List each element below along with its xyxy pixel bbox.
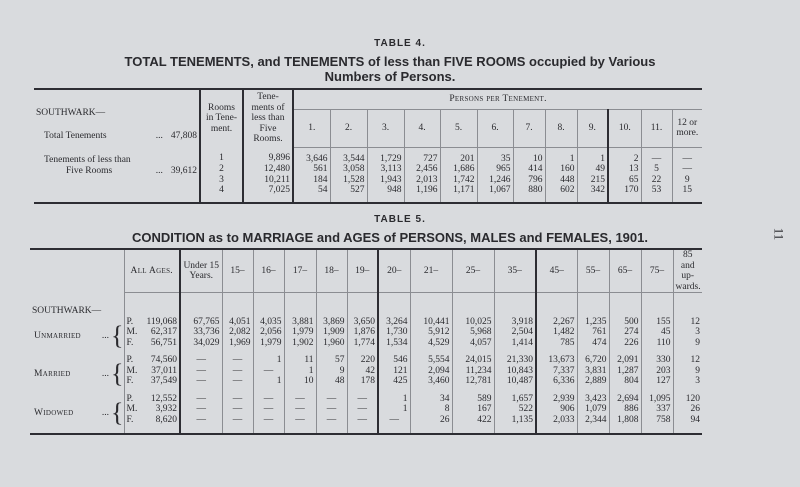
value-cell: 45 xyxy=(641,327,673,338)
table-row xyxy=(30,394,702,405)
table-row xyxy=(30,366,702,377)
table5 xyxy=(30,248,702,435)
value-cell: 3 xyxy=(673,376,702,394)
value-cell: 12,781 xyxy=(452,376,494,394)
value-cell: — xyxy=(347,404,378,415)
rooms-cell: 3 xyxy=(200,175,243,186)
value-cell: 9 xyxy=(316,366,347,377)
value-cell: 1,534 xyxy=(378,338,410,356)
value-cell: 602 xyxy=(545,185,577,203)
value-cell: 1,135 xyxy=(494,415,536,435)
value-cell: 1 xyxy=(253,376,284,394)
value-cell: 2,091 xyxy=(609,355,641,366)
col-persons-header: 3. xyxy=(367,109,404,147)
value-cell: 9 xyxy=(672,175,702,186)
sex-label: M. xyxy=(126,404,138,414)
value-cell: 2,694 xyxy=(609,394,641,405)
value-cell: 342 xyxy=(577,185,608,203)
tenements-cell: 12,480 xyxy=(243,164,293,175)
value-cell: 10,487 xyxy=(494,376,536,394)
group-label: Married xyxy=(34,369,71,379)
value-cell: 34,029 xyxy=(180,338,222,356)
all-ages-value: 37,549 xyxy=(150,376,177,386)
value-cell: 226 xyxy=(609,338,641,356)
col-persons-header: 8. xyxy=(545,109,577,147)
table5-title: CONDITION as to MARRIAGE and AGES of PERSONS, MALES and FEMALES, 1901. xyxy=(132,230,648,245)
value-cell: 589 xyxy=(452,394,494,405)
value-cell: 13 xyxy=(608,164,641,175)
value-cell: 10,843 xyxy=(494,366,536,377)
value-cell: 1,969 xyxy=(222,338,253,356)
value-cell: 2,889 xyxy=(577,376,609,394)
value-cell: — xyxy=(378,415,410,435)
sex-label: P. xyxy=(126,393,134,404)
value-cell: 2,056 xyxy=(253,327,284,338)
value-cell: 110 xyxy=(641,338,673,356)
sex-label: M. xyxy=(126,327,138,337)
col-age-header: 65– xyxy=(609,249,641,293)
sex-label: P. xyxy=(126,316,134,327)
value-cell: 1,686 xyxy=(440,164,477,175)
value-cell: 527 xyxy=(330,185,367,203)
col-age-header: 55– xyxy=(577,249,609,293)
value-cell: — xyxy=(222,376,253,394)
tenements-cell: 7,025 xyxy=(243,185,293,203)
value-cell: 1,774 xyxy=(347,338,378,356)
value-cell: 274 xyxy=(609,327,641,338)
value-cell: 1,067 xyxy=(477,185,513,203)
value-cell: 65 xyxy=(608,175,641,186)
value-cell: — xyxy=(180,415,222,435)
value-cell: — xyxy=(316,404,347,415)
value-cell: — xyxy=(180,394,222,405)
value-cell: 2,013 xyxy=(404,175,440,186)
value-cell: 1,657 xyxy=(494,394,536,405)
value-cell: 5 xyxy=(641,164,672,175)
all-ages-value: 12,552 xyxy=(150,393,177,404)
value-cell: 1,287 xyxy=(609,366,641,377)
value-cell: 727 xyxy=(404,147,440,164)
col-persons-header: 9. xyxy=(577,109,608,147)
value-cell: 804 xyxy=(609,376,641,394)
table4-label: TABLE 4. xyxy=(374,38,426,49)
col-age-header: 19– xyxy=(347,249,378,293)
value-cell: 5,912 xyxy=(410,327,452,338)
table-row xyxy=(30,415,702,435)
value-cell: 2,344 xyxy=(577,415,609,435)
value-cell: 215 xyxy=(577,175,608,186)
value-cell: 7,337 xyxy=(536,366,577,377)
value-cell: 24,015 xyxy=(452,355,494,366)
all-ages-cell xyxy=(124,366,180,377)
table4 xyxy=(34,88,702,204)
value-cell: 203 xyxy=(641,366,673,377)
value-cell: 474 xyxy=(577,338,609,356)
value-cell: 11 xyxy=(284,355,316,366)
all-ages-value: 74,560 xyxy=(150,355,177,365)
value-cell: 3,113 xyxy=(367,164,404,175)
value-cell: — xyxy=(180,404,222,415)
value-cell: 42 xyxy=(347,366,378,377)
value-cell: 796 xyxy=(513,175,545,186)
value-cell: 1,902 xyxy=(284,338,316,356)
value-cell: 3 xyxy=(673,327,702,338)
value-cell: 2,456 xyxy=(404,164,440,175)
value-cell: 1,246 xyxy=(477,175,513,186)
value-cell: 22 xyxy=(641,175,672,186)
value-cell: 10 xyxy=(513,147,545,164)
value-cell: — xyxy=(253,404,284,415)
value-cell: — xyxy=(222,366,253,377)
value-cell: 10,441 xyxy=(410,317,452,328)
value-cell: 26 xyxy=(410,415,452,435)
all-ages-cell xyxy=(124,355,180,366)
col-age-header: 16– xyxy=(253,249,284,293)
group-label: Widowed xyxy=(34,408,74,418)
value-cell: 11,234 xyxy=(452,366,494,377)
value-cell: 948 xyxy=(367,185,404,203)
value-cell: — xyxy=(641,147,672,164)
value-cell: 4,035 xyxy=(253,317,284,328)
col-persons-header: 12 or more. xyxy=(672,109,702,147)
all-ages-cell xyxy=(124,317,180,328)
value-cell: 2,504 xyxy=(494,327,536,338)
value-cell: 1,808 xyxy=(609,415,641,435)
value-cell: 906 xyxy=(536,404,577,415)
value-cell: — xyxy=(316,415,347,435)
value-cell: — xyxy=(222,415,253,435)
value-cell: — xyxy=(316,394,347,405)
col-persons-header: 1. xyxy=(293,109,330,147)
value-cell: — xyxy=(347,415,378,435)
value-cell: 1,943 xyxy=(367,175,404,186)
table4-title-line2: Numbers of Persons. xyxy=(324,69,456,84)
value-cell: — xyxy=(284,394,316,405)
value-cell: 414 xyxy=(513,164,545,175)
value-cell: 8 xyxy=(410,404,452,415)
value-cell: 178 xyxy=(347,376,378,394)
less-value: 39,612 xyxy=(170,165,197,176)
value-cell: 1,079 xyxy=(577,404,609,415)
value-cell: 1,960 xyxy=(316,338,347,356)
group-label: Unmarried xyxy=(34,330,81,341)
value-cell: — xyxy=(253,394,284,405)
value-cell: 220 xyxy=(347,355,378,366)
value-cell: — xyxy=(672,147,702,164)
value-cell: 167 xyxy=(452,404,494,415)
value-cell: — xyxy=(284,404,316,415)
value-cell: 26 xyxy=(673,404,702,415)
table-row xyxy=(30,376,702,394)
value-cell: 1,729 xyxy=(367,147,404,164)
value-cell: — xyxy=(180,355,222,366)
value-cell: 1,742 xyxy=(440,175,477,186)
value-cell: 3,881 xyxy=(284,317,316,328)
tenements-cell: 10,211 xyxy=(243,175,293,186)
rooms-cell: 2 xyxy=(200,164,243,175)
col-persons-header: 7. xyxy=(513,109,545,147)
value-cell: 35 xyxy=(477,147,513,164)
col-tenements-header: Tene- ments of less than Five Rooms. xyxy=(243,89,293,147)
value-cell: 3,264 xyxy=(378,317,410,328)
table-row xyxy=(34,147,702,164)
value-cell: 184 xyxy=(293,175,330,186)
dots: ... xyxy=(101,408,110,418)
value-cell: 425 xyxy=(378,376,410,394)
table4-title xyxy=(10,54,770,84)
value-cell: 2 xyxy=(608,147,641,164)
col-age-header: 45– xyxy=(536,249,577,293)
value-cell: 422 xyxy=(452,415,494,435)
value-cell: 2,033 xyxy=(536,415,577,435)
col-age-header: 15– xyxy=(222,249,253,293)
value-cell: — xyxy=(180,366,222,377)
value-cell: 448 xyxy=(545,175,577,186)
sex-label: F. xyxy=(126,414,134,425)
value-cell: 12 xyxy=(673,355,702,366)
value-cell: 160 xyxy=(545,164,577,175)
value-cell: 9 xyxy=(673,338,702,356)
page-number: 11 xyxy=(771,227,787,241)
value-cell: 1 xyxy=(378,404,410,415)
group-label-cell xyxy=(30,317,124,356)
all-ages-value: 8,620 xyxy=(155,414,177,425)
value-cell: 4,057 xyxy=(452,338,494,356)
value-cell: 1 xyxy=(545,147,577,164)
value-cell: 1,095 xyxy=(641,394,673,405)
value-cell: 761 xyxy=(577,327,609,338)
col-age-header: 17– xyxy=(284,249,316,293)
dots: ... xyxy=(101,369,110,379)
value-cell: 880 xyxy=(513,185,545,203)
value-cell: 94 xyxy=(673,415,702,435)
value-cell: 15 xyxy=(672,185,702,203)
area-label: SOUTHWARK— xyxy=(36,108,106,118)
value-cell: 330 xyxy=(641,355,673,366)
value-cell: 34 xyxy=(410,394,452,405)
value-cell: 1,482 xyxy=(536,327,577,338)
table4-title-line1: TOTAL TENEMENTS, and TENEMENTS of less than FIVE ROOMS occupied by Various xyxy=(124,54,656,69)
value-cell: 12 xyxy=(673,317,702,328)
value-cell: — xyxy=(180,376,222,394)
sex-label: M. xyxy=(126,365,138,376)
value-cell: 67,765 xyxy=(180,317,222,328)
value-cell: 886 xyxy=(609,404,641,415)
total-tenements-label: Total Tenements xyxy=(44,130,107,141)
area-cell xyxy=(34,89,200,147)
all-ages-cell xyxy=(124,327,180,338)
value-cell: 785 xyxy=(536,338,577,356)
col-persons-header: 4. xyxy=(404,109,440,147)
value-cell: 758 xyxy=(641,415,673,435)
col-persons-header: 5. xyxy=(440,109,477,147)
value-cell: 4,051 xyxy=(222,317,253,328)
value-cell: 155 xyxy=(641,317,673,328)
group-label-cell xyxy=(30,355,124,394)
col-all-ages-header: All Ages. xyxy=(124,249,180,293)
value-cell: 54 xyxy=(293,185,330,203)
value-cell: 500 xyxy=(609,317,641,328)
value-cell: 561 xyxy=(293,164,330,175)
value-cell: 6,720 xyxy=(577,355,609,366)
value-cell: 201 xyxy=(440,147,477,164)
all-ages-cell xyxy=(124,394,180,405)
table5-label: TABLE 5. xyxy=(374,214,426,225)
dots: ... xyxy=(155,165,163,176)
value-cell: 1,414 xyxy=(494,338,536,356)
value-cell: 1 xyxy=(378,394,410,405)
value-cell: 5,554 xyxy=(410,355,452,366)
persons-per-tenement-header: Persons per Tenement. xyxy=(293,89,702,109)
value-cell: 1,979 xyxy=(253,338,284,356)
col-age-header: 25– xyxy=(452,249,494,293)
value-cell: — xyxy=(284,415,316,435)
value-cell: 965 xyxy=(477,164,513,175)
all-ages-value: 37,011 xyxy=(151,365,177,376)
value-cell: 1,171 xyxy=(440,185,477,203)
brace-icon: { xyxy=(111,359,124,389)
all-ages-cell xyxy=(124,376,180,394)
value-cell: 1,730 xyxy=(378,327,410,338)
col-age-header: 20– xyxy=(378,249,410,293)
value-cell: 1 xyxy=(577,147,608,164)
value-cell: 48 xyxy=(316,376,347,394)
col-persons-header: 6. xyxy=(477,109,513,147)
sex-label: F. xyxy=(126,376,134,386)
value-cell: 3,646 xyxy=(293,147,330,164)
value-cell: 2,082 xyxy=(222,327,253,338)
value-cell: 1,196 xyxy=(404,185,440,203)
value-cell: 49 xyxy=(577,164,608,175)
value-cell: 53 xyxy=(641,185,672,203)
all-ages-cell xyxy=(124,338,180,356)
table-row xyxy=(30,338,702,356)
value-cell: — xyxy=(222,404,253,415)
value-cell: 1,235 xyxy=(577,317,609,328)
area-label: SOUTHWARK— xyxy=(32,306,102,316)
value-cell: 10,025 xyxy=(452,317,494,328)
value-cell: 120 xyxy=(673,394,702,405)
all-ages-cell xyxy=(124,404,180,415)
col-persons-header: 10. xyxy=(608,109,641,147)
col-rooms-header: Rooms in Tene- ment. xyxy=(200,89,243,147)
all-ages-value: 119,068 xyxy=(146,316,177,327)
less-label-2: Five Rooms xyxy=(66,165,113,176)
value-cell: 3,918 xyxy=(494,317,536,328)
value-cell: 9 xyxy=(673,366,702,377)
all-ages-value: 62,317 xyxy=(150,327,177,337)
rooms-cell: 1 xyxy=(200,147,243,164)
col-age-header: Under 15 Years. xyxy=(180,249,222,293)
brace-icon: { xyxy=(111,320,124,350)
value-cell: 1,528 xyxy=(330,175,367,186)
col-persons-header: 2. xyxy=(330,109,367,147)
value-cell: 2,267 xyxy=(536,317,577,328)
value-cell: 1,909 xyxy=(316,327,347,338)
value-cell: 3,831 xyxy=(577,366,609,377)
value-cell: — xyxy=(222,355,253,366)
value-cell: 3,650 xyxy=(347,317,378,328)
brace-icon: { xyxy=(111,398,124,428)
value-cell: 1,876 xyxy=(347,327,378,338)
value-cell: 4,529 xyxy=(410,338,452,356)
value-cell: — xyxy=(253,366,284,377)
table-row xyxy=(30,404,702,415)
value-cell: 57 xyxy=(316,355,347,366)
less-than-five-cell xyxy=(34,147,200,203)
value-cell: 1,979 xyxy=(284,327,316,338)
value-cell: 33,736 xyxy=(180,327,222,338)
col-age-header: 85 and up- wards. xyxy=(673,249,702,293)
all-ages-value: 56,751 xyxy=(150,337,177,348)
value-cell: — xyxy=(672,164,702,175)
sex-label: F. xyxy=(126,337,134,348)
all-ages-cell xyxy=(124,415,180,435)
col-age-header: 35– xyxy=(494,249,536,293)
value-cell: 337 xyxy=(641,404,673,415)
value-cell: — xyxy=(253,415,284,435)
blank-header xyxy=(30,249,124,293)
rooms-cell: 4 xyxy=(200,185,243,203)
col-age-header: 18– xyxy=(316,249,347,293)
value-cell: 170 xyxy=(608,185,641,203)
value-cell: 3,460 xyxy=(410,376,452,394)
value-cell: 546 xyxy=(378,355,410,366)
value-cell: 121 xyxy=(378,366,410,377)
table-row xyxy=(30,317,702,328)
dots: ... xyxy=(155,130,163,141)
value-cell: 3,544 xyxy=(330,147,367,164)
less-label-1: Tenements of less than xyxy=(44,155,131,165)
value-cell: 5,968 xyxy=(452,327,494,338)
table-row xyxy=(30,327,702,338)
value-cell: 21,330 xyxy=(494,355,536,366)
value-cell: 3,058 xyxy=(330,164,367,175)
value-cell: 6,336 xyxy=(536,376,577,394)
total-tenements-value: 47,808 xyxy=(170,130,197,141)
value-cell: 127 xyxy=(641,376,673,394)
value-cell: 522 xyxy=(494,404,536,415)
col-persons-header: 11. xyxy=(641,109,672,147)
value-cell: 2,939 xyxy=(536,394,577,405)
all-ages-value: 3,932 xyxy=(155,404,177,414)
value-cell: 10 xyxy=(284,376,316,394)
table-row xyxy=(30,355,702,366)
dots: ... xyxy=(101,330,110,341)
value-cell: 3,423 xyxy=(577,394,609,405)
value-cell: 2,094 xyxy=(410,366,452,377)
value-cell: — xyxy=(347,394,378,405)
value-cell: 3,869 xyxy=(316,317,347,328)
value-cell: 1 xyxy=(284,366,316,377)
value-cell: — xyxy=(222,394,253,405)
value-cell: 1 xyxy=(253,355,284,366)
tenements-cell: 9,896 xyxy=(243,147,293,164)
col-age-header: 75– xyxy=(641,249,673,293)
col-age-header: 21– xyxy=(410,249,452,293)
group-label-cell xyxy=(30,394,124,435)
value-cell: 13,673 xyxy=(536,355,577,366)
sex-label: P. xyxy=(126,355,134,365)
